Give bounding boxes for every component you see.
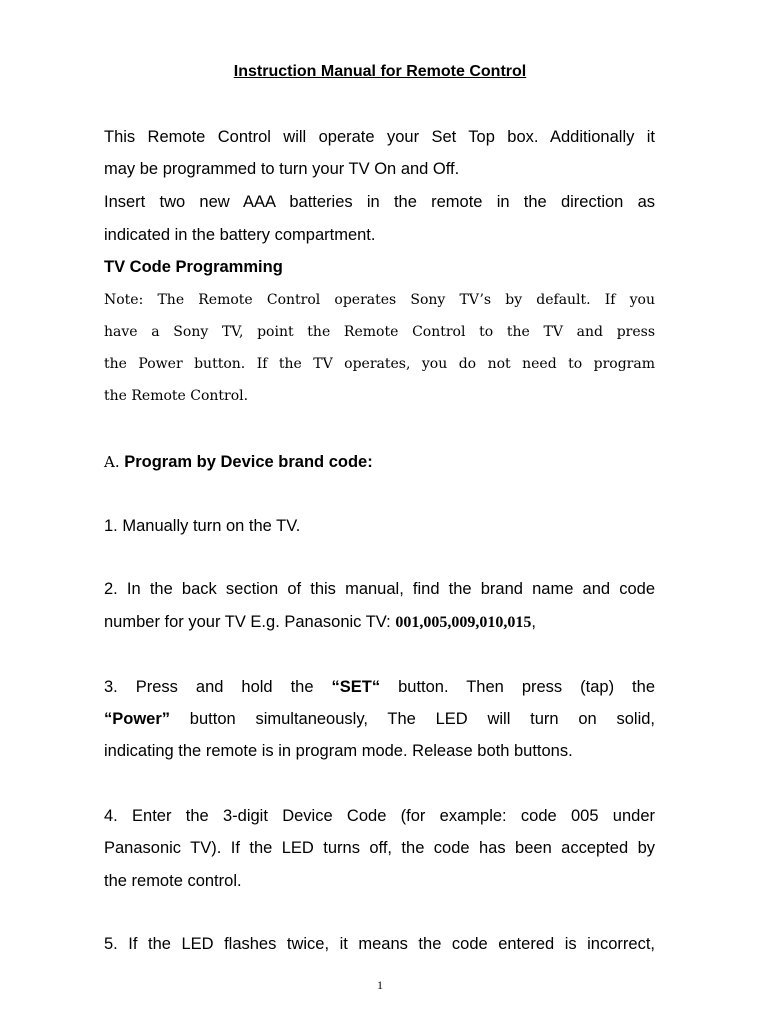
intro-line-3: Insert two new AAA batteries in the remote in the direction as [104,193,655,211]
step-2-line-1: 2. In the back section of this manual, find the brand name and code [104,580,655,598]
note-line-4: the Remote Control. [104,388,249,404]
step-3-line-2 [104,708,655,730]
step-4-line-3: the remote control. [104,872,242,890]
page-number: 1 [377,978,383,992]
document-title: Instruction Manual for Remote Control [233,63,527,80]
power-button-label: “Power” [104,710,171,728]
set-button-label: “SET“ [331,678,381,696]
subsection-heading [104,451,655,473]
note-line-1: Note: The Remote Control operates Sony TV’s by default. If you [104,292,655,308]
intro-line-1: This Remote Control will operate your Set Top box. Additionally it [104,128,655,146]
step-2-comma: , [531,613,536,631]
section-heading: TV Code Programming [104,258,283,276]
intro-line-2: may be programmed to turn your TV On and Off. [104,160,460,178]
note-line-2: have a Sony TV, point the Remote Control to the TV and press [104,324,655,340]
step-3-text-c: button simultaneously, The LED will turn on solid, [170,710,655,728]
step-3-text-a: 3. Press and hold the [104,678,332,696]
step-3-text-b: button. Then press (tap) the [380,678,655,696]
step-4-line-1: 4. Enter the 3-digit Device Code (for example: code 005 under [104,807,655,825]
step-5-line-1: 5. If the LED flashes twice, it means the code entered is incorrect, [104,935,655,953]
example-codes: 001,005,009,010,015 [395,614,532,631]
step-2-text: number for your TV E.g. Panasonic TV: [104,613,396,631]
step-4-line-2: Panasonic TV). If the LED turns off, the code has been accepted by [104,839,655,857]
subsection-title: Program by Device brand code: [124,453,373,471]
step-1: 1. Manually turn on the TV. [104,517,301,535]
subsection-letter: A. [104,453,120,471]
note-line-3: the Power button. If the TV operates, you do not need to program [104,356,655,372]
step-3-line-1 [104,676,655,698]
step-3-line-3: indicating the remote is in program mode. Release both buttons. [104,742,573,760]
intro-line-4: indicated in the battery compartment. [104,226,376,244]
step-2-line-2 [104,611,655,634]
